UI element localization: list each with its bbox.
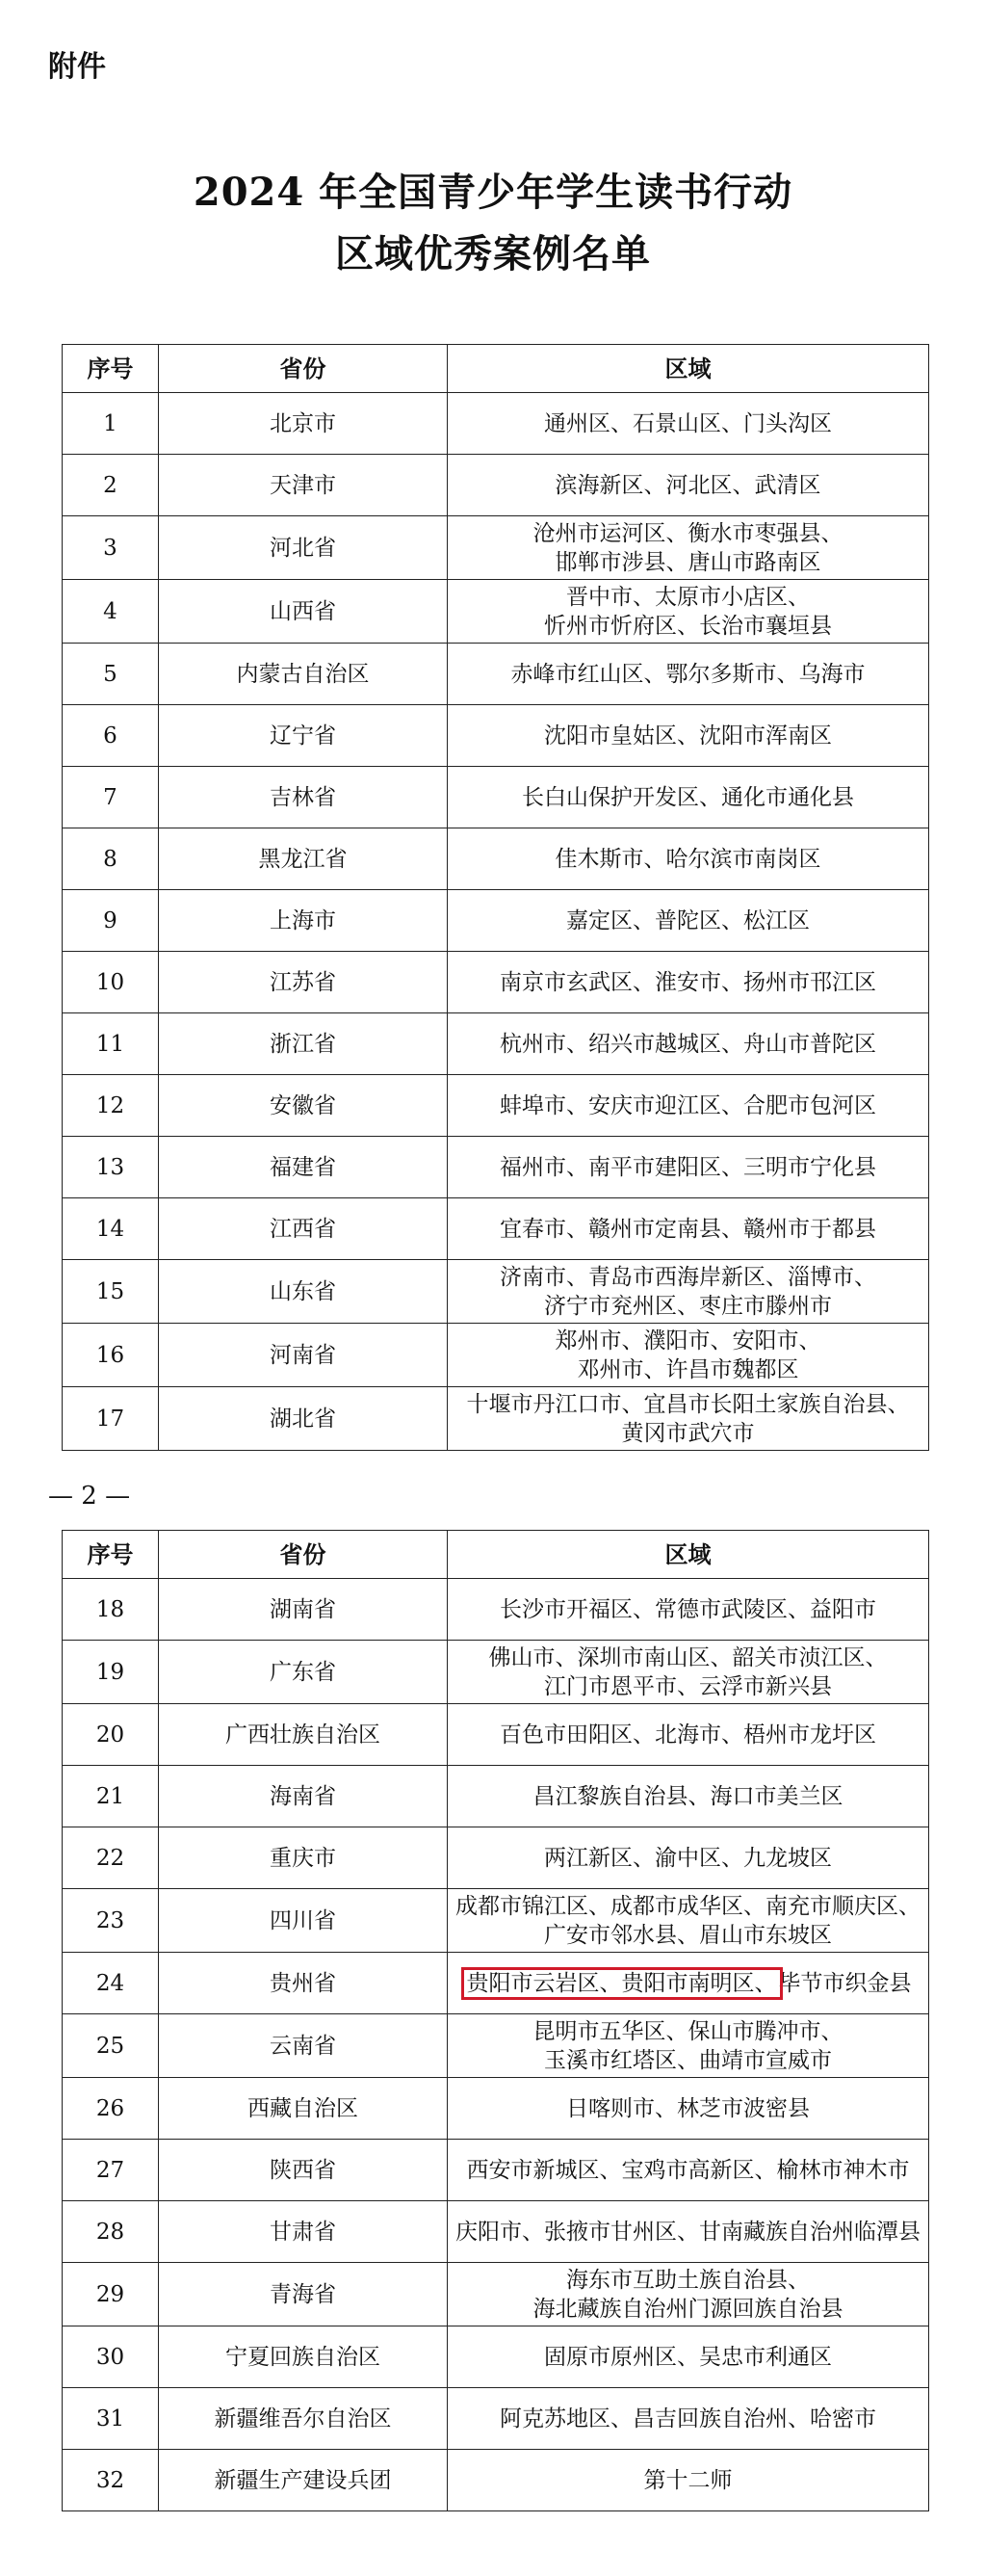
row-number: 26 [63, 2078, 159, 2140]
row-province: 河南省 [159, 1324, 448, 1387]
row-province: 江苏省 [159, 952, 448, 1013]
row-area: 固原市原州区、吴忠市利通区 [448, 2326, 929, 2388]
row-number: 1 [63, 393, 159, 455]
row-number: 24 [63, 1953, 159, 2014]
row-province: 海南省 [159, 1766, 448, 1827]
table-row [63, 1827, 929, 1889]
row-area: 晋中市、太原市小店区、 忻州市忻府区、长治市襄垣县 [448, 580, 929, 644]
table-row [63, 2450, 929, 2511]
attachment-label: 附件 [48, 50, 106, 84]
table-row [63, 2326, 929, 2388]
table-row [63, 1013, 929, 1075]
row-area: 阿克苏地区、昌吉回族自治州、哈密市 [448, 2388, 929, 2450]
row-province: 黑龙江省 [159, 828, 448, 890]
row-province: 贵州省 [159, 1953, 448, 2014]
row-province: 江西省 [159, 1198, 448, 1260]
row-area: 南京市玄武区、淮安市、扬州市邗江区 [448, 952, 929, 1013]
row-number: 22 [63, 1827, 159, 1889]
row-number: 27 [63, 2140, 159, 2201]
row-area: 滨海新区、河北区、武清区 [448, 455, 929, 516]
row-area: 两江新区、渝中区、九龙坡区 [448, 1827, 929, 1889]
row-number: 7 [63, 767, 159, 828]
row-number: 16 [63, 1324, 159, 1387]
row-area: 西安市新城区、宝鸡市高新区、榆林市神木市 [448, 2140, 929, 2201]
row-province: 山西省 [159, 580, 448, 644]
row-number: 3 [63, 516, 159, 580]
case-list-table-page1 [62, 344, 929, 1451]
table-row [63, 2263, 929, 2326]
table-row [63, 644, 929, 705]
row-number: 23 [63, 1889, 159, 1953]
row-province: 辽宁省 [159, 705, 448, 767]
row-province: 湖北省 [159, 1387, 448, 1451]
row-area: 百色市田阳区、北海市、梧州市龙圩区 [448, 1704, 929, 1766]
row-area: 通州区、石景山区、门头沟区 [448, 393, 929, 455]
document-title-line2: 区域优秀案例名单 [335, 231, 651, 276]
row-number: 8 [63, 828, 159, 890]
row-number: 4 [63, 580, 159, 644]
table-row [63, 1137, 929, 1198]
row-area: 昆明市五华区、保山市腾冲市、 玉溪市红塔区、曲靖市宣威市 [448, 2014, 929, 2078]
table-row [63, 1387, 929, 1451]
table-row [63, 1766, 929, 1827]
row-province: 浙江省 [159, 1013, 448, 1075]
table-header-row [63, 1531, 929, 1579]
table-row [63, 705, 929, 767]
row-number: 30 [63, 2326, 159, 2388]
row-area [448, 1953, 929, 2014]
row-area: 郑州市、濮阳市、安阳市、 邓州市、许昌市魏都区 [448, 1324, 929, 1387]
row-number: 11 [63, 1013, 159, 1075]
row-province: 北京市 [159, 393, 448, 455]
row-number: 2 [63, 455, 159, 516]
row-number: 25 [63, 2014, 159, 2078]
row-province: 云南省 [159, 2014, 448, 2078]
case-list-table-page2 [62, 1530, 929, 2511]
row-number: 28 [63, 2201, 159, 2263]
header-province: 省份 [159, 1531, 448, 1579]
row-number: 20 [63, 1704, 159, 1766]
table-row [63, 2201, 929, 2263]
row-province: 广西壮族自治区 [159, 1704, 448, 1766]
row-number: 17 [63, 1387, 159, 1451]
table-row [63, 1324, 929, 1387]
row-number: 31 [63, 2388, 159, 2450]
row-number: 13 [63, 1137, 159, 1198]
row-area: 成都市锦江区、成都市成华区、南充市顺庆区、 广安市邻水县、眉山市东坡区 [448, 1889, 929, 1953]
table-row [63, 1260, 929, 1324]
row-province: 广东省 [159, 1641, 448, 1704]
table-row [63, 952, 929, 1013]
row-area: 长沙市开福区、常德市武陵区、益阳市 [448, 1579, 929, 1641]
page-number: — 2 — [48, 1482, 131, 1511]
row-area: 佳木斯市、哈尔滨市南岗区 [448, 828, 929, 890]
row-number: 5 [63, 644, 159, 705]
table-row [63, 1889, 929, 1953]
row-province: 西藏自治区 [159, 2078, 448, 2140]
header-area: 区域 [448, 345, 929, 393]
row-province: 福建省 [159, 1137, 448, 1198]
row-area: 长白山保护开发区、通化市通化县 [448, 767, 929, 828]
row-province: 新疆维吾尔自治区 [159, 2388, 448, 2450]
row-area: 昌江黎族自治县、海口市美兰区 [448, 1766, 929, 1827]
table-row [63, 2014, 929, 2078]
table-row [63, 1641, 929, 1704]
row-area: 十堰市丹江口市、宜昌市长阳土家族自治县、 黄冈市武穴市 [448, 1387, 929, 1451]
table-row [63, 1198, 929, 1260]
table-row [63, 1579, 929, 1641]
row-number: 6 [63, 705, 159, 767]
row-number: 18 [63, 1579, 159, 1641]
row-province: 甘肃省 [159, 2201, 448, 2263]
row-area: 济南市、青岛市西海岸新区、淄博市、 济宁市兖州区、枣庄市滕州市 [448, 1260, 929, 1324]
table-row [63, 2078, 929, 2140]
header-no: 序号 [63, 345, 159, 393]
row-area: 蚌埠市、安庆市迎江区、合肥市包河区 [448, 1075, 929, 1137]
row-province: 重庆市 [159, 1827, 448, 1889]
row-number: 21 [63, 1766, 159, 1827]
row-area: 海东市互助土族自治县、 海北藏族自治州门源回族自治县 [448, 2263, 929, 2326]
header-no: 序号 [63, 1531, 159, 1579]
row-area: 赤峰市红山区、鄂尔多斯市、乌海市 [448, 644, 929, 705]
row-province: 陕西省 [159, 2140, 448, 2201]
table-row [63, 455, 929, 516]
table-row [63, 393, 929, 455]
row-province: 青海省 [159, 2263, 448, 2326]
table-row [63, 767, 929, 828]
table-row [63, 516, 929, 580]
area-text: 毕节市织金县 [778, 1970, 912, 1996]
highlighted-area-text: 贵阳市云岩区、贵阳市南明区、 [466, 1970, 777, 1996]
row-province: 安徽省 [159, 1075, 448, 1137]
table-row [63, 580, 929, 644]
row-number: 9 [63, 890, 159, 952]
row-number: 12 [63, 1075, 159, 1137]
row-area: 沧州市运河区、衡水市枣强县、 邯郸市涉县、唐山市路南区 [448, 516, 929, 580]
row-province: 湖南省 [159, 1579, 448, 1641]
table-row [63, 1075, 929, 1137]
table-row [63, 1704, 929, 1766]
row-province: 内蒙古自治区 [159, 644, 448, 705]
row-number: 14 [63, 1198, 159, 1260]
table-row [63, 828, 929, 890]
row-area: 佛山市、深圳市南山区、韶关市浈江区、 江门市恩平市、云浮市新兴县 [448, 1641, 929, 1704]
row-province: 宁夏回族自治区 [159, 2326, 448, 2388]
table-row [63, 2388, 929, 2450]
row-area: 杭州市、绍兴市越城区、舟山市普陀区 [448, 1013, 929, 1075]
row-province: 上海市 [159, 890, 448, 952]
row-province: 新疆生产建设兵团 [159, 2450, 448, 2511]
row-number: 19 [63, 1641, 159, 1704]
table-row [63, 890, 929, 952]
row-number: 10 [63, 952, 159, 1013]
row-province: 天津市 [159, 455, 448, 516]
row-province: 吉林省 [159, 767, 448, 828]
row-area: 宜春市、赣州市定南县、赣州市于都县 [448, 1198, 929, 1260]
row-number: 15 [63, 1260, 159, 1324]
row-number: 29 [63, 2263, 159, 2326]
table-row [63, 2140, 929, 2201]
row-province: 河北省 [159, 516, 448, 580]
row-province: 四川省 [159, 1889, 448, 1953]
table-header-row [63, 345, 929, 393]
row-province: 山东省 [159, 1260, 448, 1324]
header-province: 省份 [159, 345, 448, 393]
row-area: 第十二师 [448, 2450, 929, 2511]
row-number: 32 [63, 2450, 159, 2511]
row-area: 庆阳市、张掖市甘州区、甘南藏族自治州临潭县 [448, 2201, 929, 2263]
row-area: 日喀则市、林芝市波密县 [448, 2078, 929, 2140]
row-area: 福州市、南平市建阳区、三明市宁化县 [448, 1137, 929, 1198]
document-title-line1: 2024 年全国青少年学生读书行动 [193, 170, 793, 215]
row-area: 沈阳市皇姑区、沈阳市浑南区 [448, 705, 929, 767]
row-area: 嘉定区、普陀区、松江区 [448, 890, 929, 952]
header-area: 区域 [448, 1531, 929, 1579]
table-row [63, 1953, 929, 2014]
